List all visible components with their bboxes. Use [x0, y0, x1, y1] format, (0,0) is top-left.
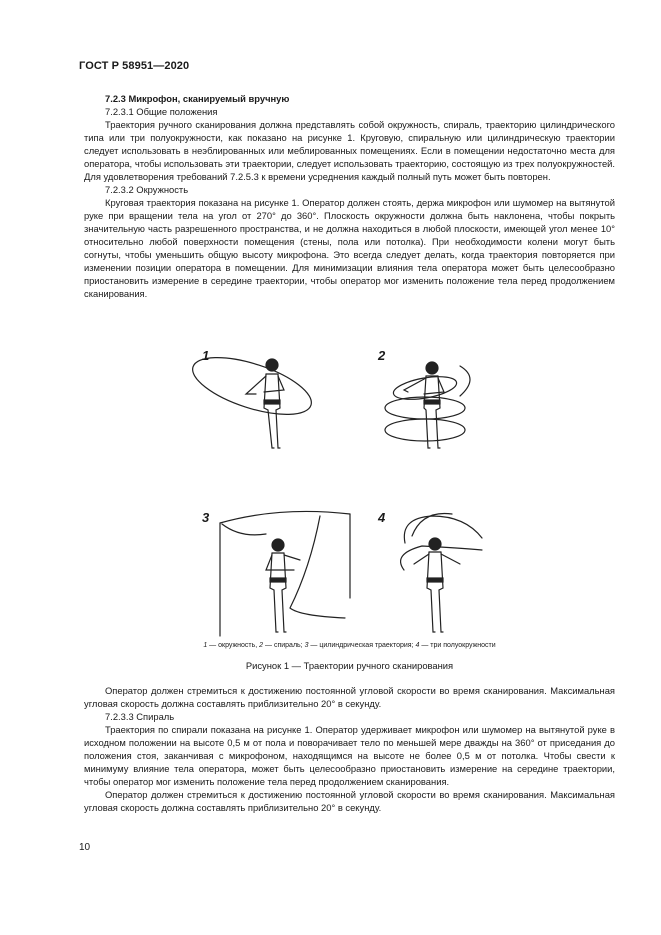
body-text-top [84, 92, 615, 300]
legend-item-4-number: 4 [415, 642, 420, 649]
body-text-bottom [84, 684, 615, 814]
paragraph-circle: Круговая траектория показана на рисунке 1. Оператор должен стоять, держа микрофон или шумомер на вытянутой руке при вращении тела на угол от 270° до 360°. Плоскость окружности должна быть наклонена, чтобы покрыть значительную часть разрешенного пространства, и не должна находиться в любой плоскости, имеющей угол менее 10° относительно любой поверхности помещения (стены, пола или потолка). При необходимости колени могут быть согнуты, чтобы уменьшить общую высоту микрофона. Это всегда следует делать, когда траектория повторяется при изменении позиции оператора в помещении. Для минимизации влияния тела оператора может быть целесообразно приостановить измерение в середине траектории, чтобы оператор мог изменить положение тела перед продолжением сканирования. [84, 197, 615, 299]
operator-figure-3 [220, 511, 350, 636]
operator-figure-2 [385, 362, 470, 448]
legend-item-2-number: 2 [259, 642, 264, 649]
subsection-title-general: 7.2.3.1 Общие положения [105, 106, 218, 117]
trajectory-half-circle-1 [404, 516, 482, 543]
figure-caption: Рисунок 1 — Траектории ручного сканирования [245, 660, 454, 671]
legend-item-1-text: — окружность, [207, 642, 260, 649]
legend-item-3-text: — цилиндрическая траектория; [308, 642, 416, 649]
legend-item-3-number: 3 [304, 642, 309, 649]
legend-item-4-text: — три полуокружности [419, 642, 496, 649]
trajectory-cylinder-top [220, 511, 350, 523]
paragraph-spiral: Траектория по спирали показана на рисунке 1. Оператор удерживает микрофон или шумомер на вытянутой руке в исходном положении на высоте 0,5 м от пола и поворачивает тело по меньшей мере дважды на 360° от приседания до положения стоя, заканчивая с микрофоном, находящимся на высоте не более 0,5 м от потолка. Чтобы свести к минимуму влияние тела оператора, может быть целесообразно приостановить измерение на середине траектории, чтобы оператор мог изменить положение тела перед продолжением сканирования. [84, 724, 615, 787]
figure-label-4: 4 [378, 510, 386, 525]
figure-scan-trajectories [160, 338, 550, 638]
paragraph-general: Траектория ручного сканирования должна представлять собой окружность, спираль, траекторию цилиндрического типа или три полуокружности, как показано на рисунке 1. Круговую, спиральную или цилиндрическую траектории следует использовать в неэблированных или меблированных помещениях. Если в помещении недостаточно места для оператора, чтобы использовать эти траектории, следует использовать траекторию, состоящую из трех полуокружностей. Для удовлетворения требований 7.2.5.3 к времени усреднения каждый полный путь может быть повторен. [84, 119, 615, 182]
subsection-title-circle: 7.2.3.2 Окружность [105, 184, 189, 195]
legend-item-2-text: — спираль; [263, 642, 305, 649]
figure-label-3: 3 [202, 510, 210, 525]
figure-label-2: 2 [378, 348, 386, 363]
paragraph-angular-speed-2: Оператор должен стремиться к достижению постоянной угловой скорости во время сканирования. Максимальная угловая скорость должна составлять приблизительно 20° в секунду. [84, 789, 615, 813]
legend-item-1-number: 1 [203, 642, 208, 649]
operator-figure-4 [401, 513, 482, 632]
document-header: ГОСТ Р 58951—2020 [79, 60, 190, 72]
page-number: 10 [79, 842, 91, 853]
figure-label-1: 1 [202, 348, 210, 363]
trajectory-spiral-low [385, 419, 465, 441]
figure-drawing [160, 338, 550, 638]
section-title: 7.2.3 Микрофон, сканируемый вручную [105, 93, 290, 104]
figure-legend [84, 642, 615, 649]
subsection-title-spiral: 7.2.3.3 Спираль [105, 711, 175, 722]
paragraph-angular-speed: Оператор должен стремиться к достижению постоянной угловой скорости во время сканирования. Максимальная угловая скорость должна составлять приблизительно 20° в секунду. [84, 685, 615, 709]
